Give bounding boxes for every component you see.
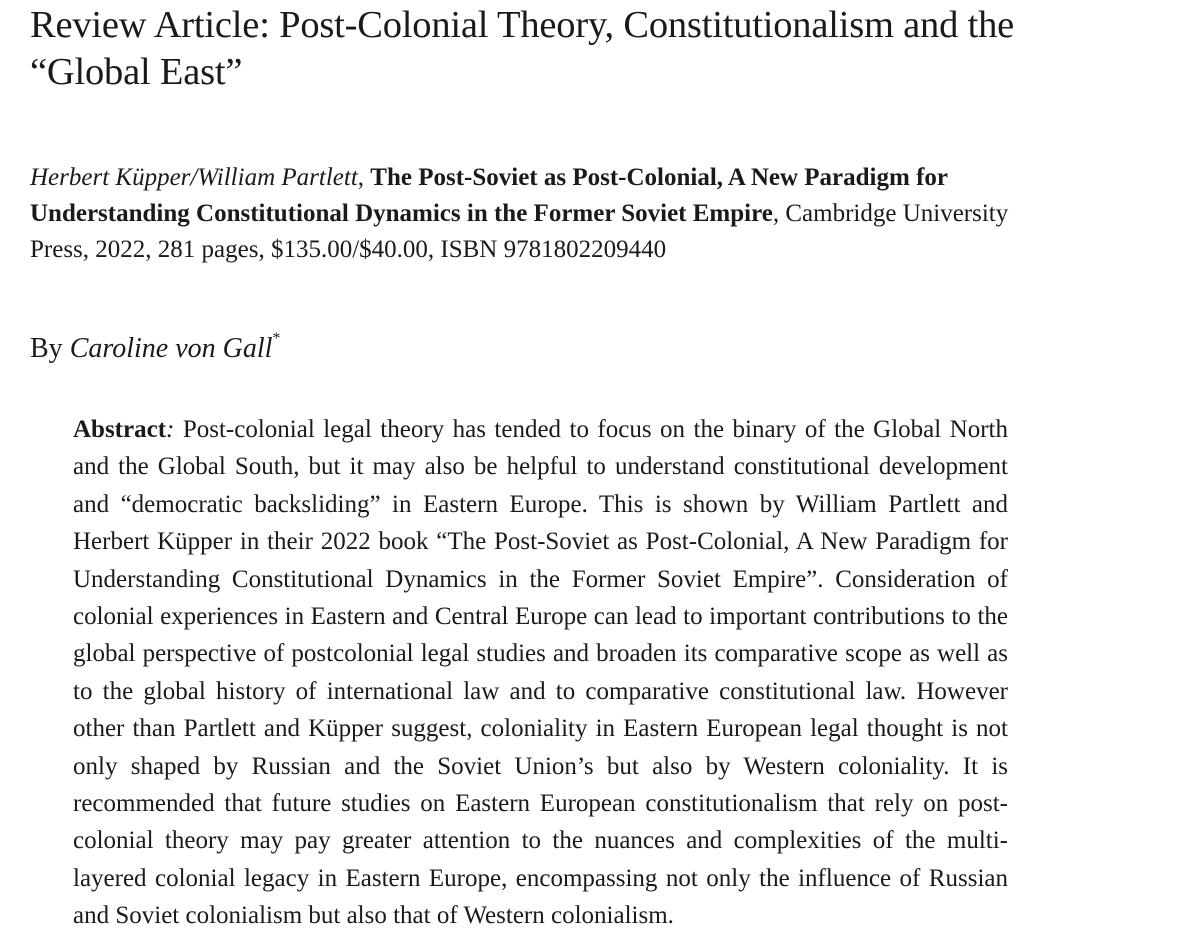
reviewer-name: Caroline von Gall: [69, 333, 273, 364]
abstract-label: Abstract: [73, 416, 167, 443]
byline-prefix: By: [30, 333, 70, 364]
abstract: [73, 411, 1008, 935]
abstract-colon: :: [166, 416, 175, 443]
article-title: Review Article: Post-Colonial Theory, Constitutionalism and the “Global East”: [30, 4, 1015, 93]
abstract-text: Post-colonial legal theory has tended to focus on the binary of the Global North and the Global South, but it may also be helpful to understand constitutional development and “democratic backsliding” in Eastern Europe. This is shown by William Partlett and Herbert Küpper in their 2022 book “The Post-Soviet as Post-Colonial, A New Paradigm for Understanding Constitutional Dynamics in the Former Soviet Empire”. Consideration of colonial experiences in Eastern and Central Europe can lead to important contributions to the global perspective of postcolonial legal studies and broaden its comparative scope as well as to the global history of international law and to comparative constitutional law. However other than Partlett and Küpper suggest, coloniality in Eastern European legal thought is not only shaped by Russian and the Soviet Union’s but also by Western coloniality. It is recommended that future studies on Eastern European constitutionalism that rely on post-colonial theory may pay greater attention to the nuances and complexities of the multi-layered colonial legacy in Eastern Europe, encompassing not only the influence of Russian and Soviet colonialism but also that of Western colonialism.: [73, 416, 1008, 930]
citation-separator: ,: [357, 164, 371, 191]
byline: [30, 329, 280, 369]
footnote-marker: *: [272, 329, 281, 347]
book-title: The Post-Soviet as Post-Colonial, A New Paradigm for Understanding Constitutional Dynamics in the Former Soviet Empire: [30, 164, 948, 227]
book-citation: [30, 160, 1070, 268]
publication-details: , Cambridge University Press, 2022, 281 pages, $135.00/$40.00, ISBN 9781802209440: [30, 200, 1009, 263]
book-authors: Herbert Küpper/William Partlett: [30, 164, 358, 191]
